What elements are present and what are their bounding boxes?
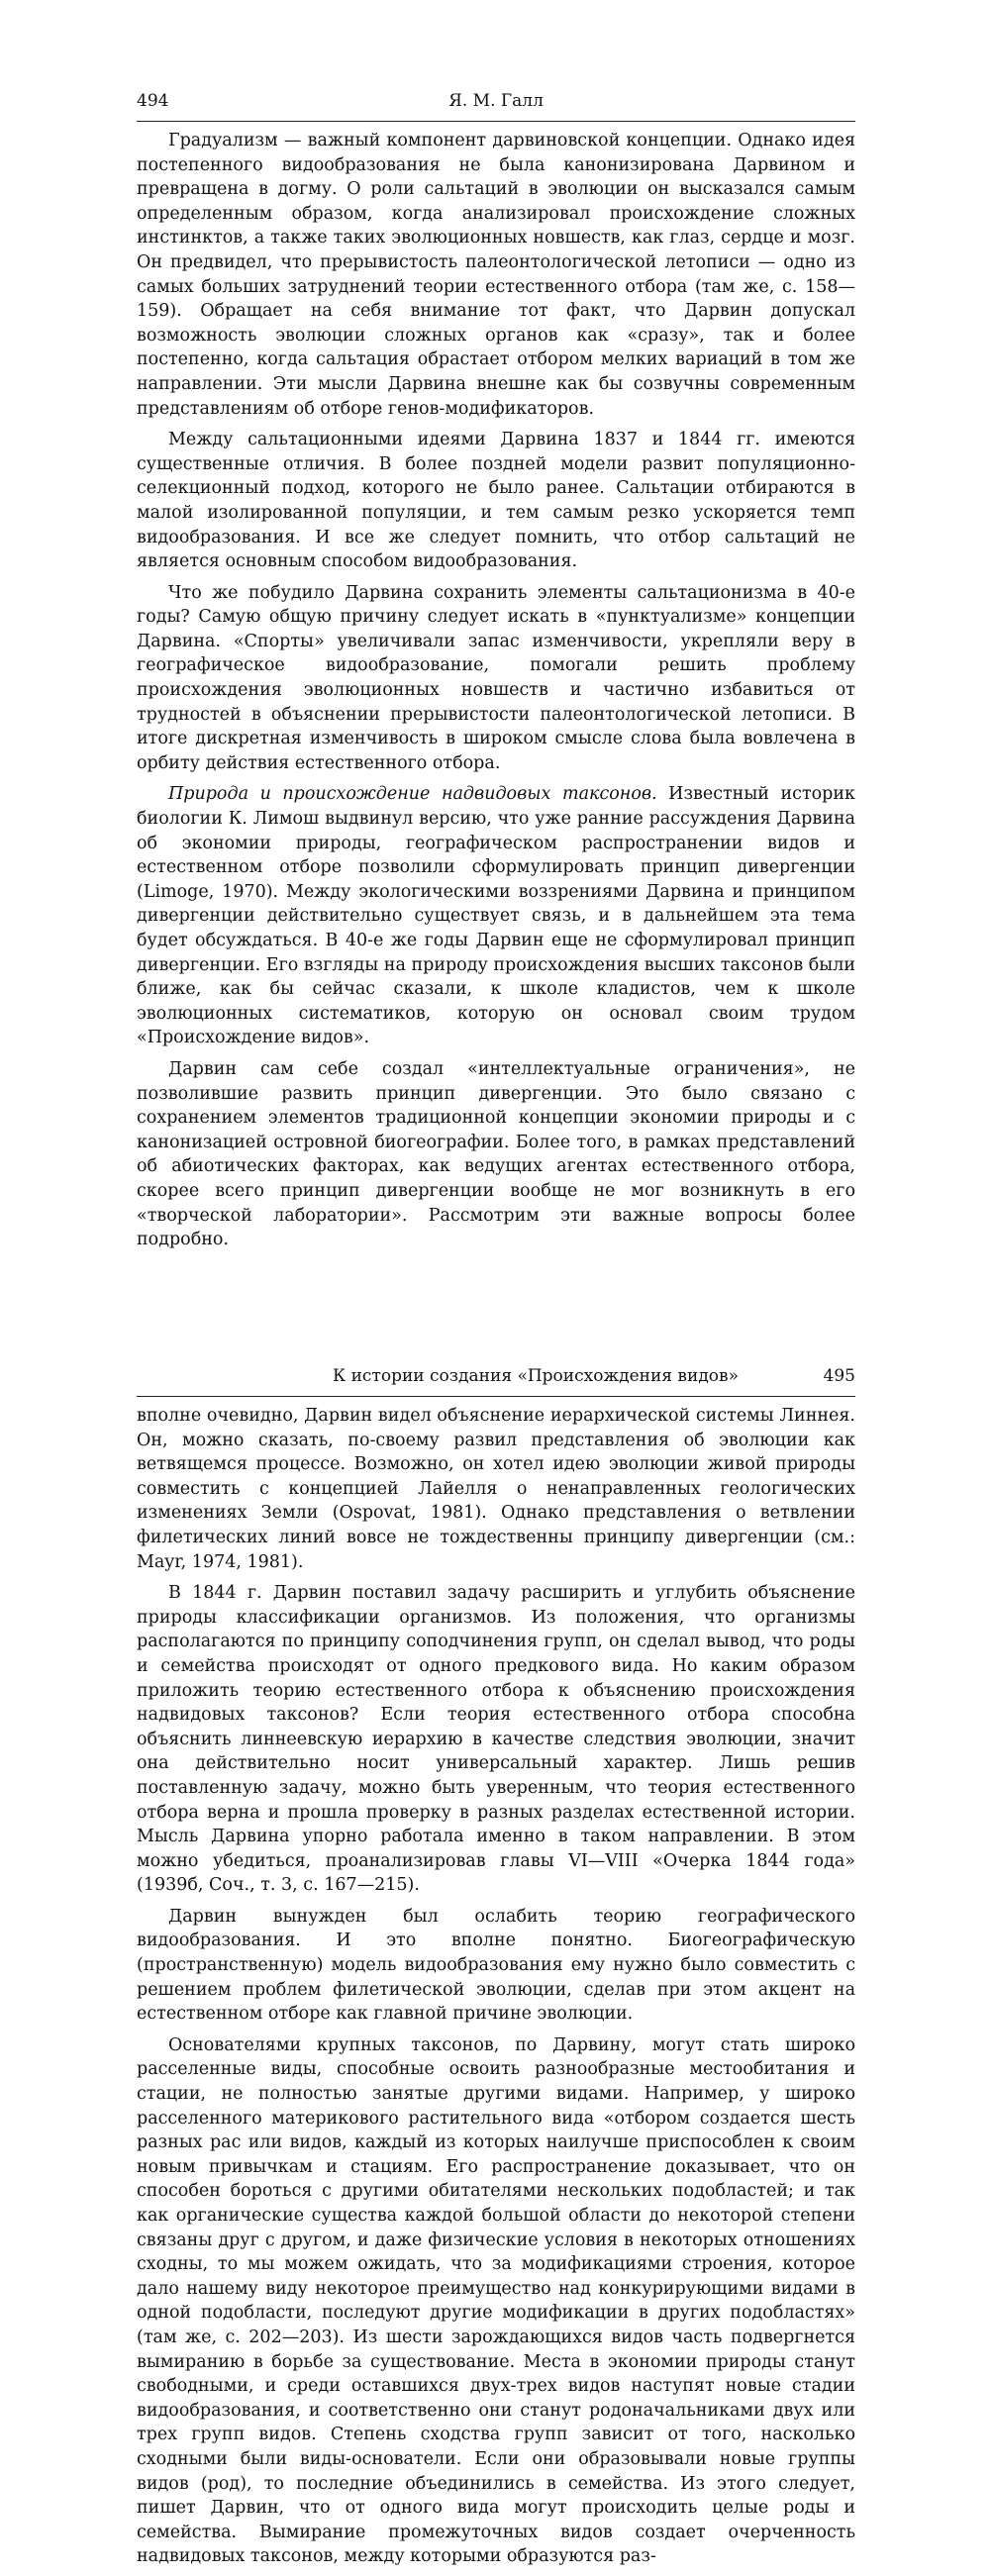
paragraph: В 1844 г. Дарвин поставил задачу расширить и углубить объяснение природы классификации организмов. Из положения, что организмы располагаются по принципу соподчинения групп, он сделал вывод, что роды и семейства происходят от одного предкового вида. Но каким образом приложить теорию естественного отбора к объяснению происхождения надвидовых таксонов? Если теория естественного отбора способна объяснить линнеевскую иерархию в качестве следствия эволюции, значит она действительно носит универсальный характер. Лишь решив поставленную задачу, можно быть уверенным, что теория естественного отбора верна и прошла проверку в разных разделах естественной истории. Мысль Дарвина упорно работала именно в таком направлении. В этом можно убедиться, проанализировав главы VI—VIII «Очерка 1844 года» (1939б, Соч., т. 3, с. 167—215). [137,1583,855,1896]
running-title: К истории создания «Происхождения видов» [333,1366,739,1386]
paragraph-with-italic-heading [137,782,855,1050]
running-title: Я. М. Галл [448,91,544,111]
paragraph: Дарвин вынужден был ослабить теорию географического видообразования. И это вполне понятно. Биогеографическую (пространственную) модель видообразования ему нужно было совместить с решением проблем филетической эволюции, сделав при этом акцент на естественном отборе как главной причине эволюции. [137,1906,855,2025]
body-text [137,129,855,1315]
page-494 [0,0,992,1257]
page-495 [0,1271,992,2567]
running-head [137,1362,855,1397]
running-head [137,87,855,122]
page-number: 494 [137,91,169,111]
section-run-in-heading: Природа и происхождение надвидовых таксонов. [168,784,657,805]
paragraph: Между сальтационными идеями Дарвина 1837 и 1844 гг. имеются существенные отличия. В более поздней модели развит популяционно-селекционный подход, которого не было ранее. Сальтации отбираются в малой изолированной популяции, и тем самым резко ускоряется темп видообразования. И все же следует помнить, что отбор сальтаций не является основным способом видообразования. [137,430,855,572]
body-text [137,1404,855,2576]
page-gap [0,1257,992,1271]
paragraph: Основателями крупных таксонов, по Дарвину, могут стать широко расселенные виды, способные освоить разнообразные местообитания и стации, не полностью занятые другими видами. Например, у широко расселенного материкового растительного вида «отбором создается шесть разных рас или видов, каждый из которых наилучше приспособлен к своим новым привычкам и стациям. Его распространение доказывает, что он способен бороться с другими обитателями нескольких подобластей; и так как органические существа каждой большой области до некоторой степени связаны друг с другом, и даже физические условия в некоторых отношениях сходны, то мы можем ожидать, что за модификациями строения, которое дало нашему виду некоторое преимущество над конкурирующими видами в одной подобласти, последуют другие модификации в других подобластях» (там же, с. 202—203). Из шести зарождающихся видов часть подвергнется вымиранию в борьбе за существование. Места в экономии природы станут свободными, и среди оставшихся двух-трех видов наступят новые стадии видообразования, и соответственно они станут родоначальниками двух или трех групп видов. Степень сходства групп зависит от того, насколько сходными были виды-основатели. Если они образовывали новые группы видов (род), то последние объединились в семейства. Из этого следует, пишет Дарвин, что от одного вида могут происходить целые роды и семейства. Вымирание промежуточных видов создает очерченность надвидовых таксонов, между которыми образуются раз- [137,2034,855,2567]
paragraph: Что же побудило Дарвина сохранить элементы сальтационизма в 40-е годы? Самую общую причину следует искать в «пунктуализме» концепции Дарвина. «Спорты» увеличивали запас изменчивости, укрепляли веру в географическое видообразование, помогали решить проблему происхождения эволюционных новшеств и частично избавиться от трудностей в объяснении прерывистости палеонтологической летописи. В итоге дискретная изменчивость в широком смысле слова была вовлечена в орбиту действия естественного отбора. [137,582,855,773]
paragraph: Дарвин сам себе создал «интеллектуальные ограничения», не позволившие развить принцип дивергенции. Это было связано с сохранением элементов традиционной концепции экономии природы и с канонизацией островной биогеографии. Более того, в рамках представлений об абиотических факторах, как ведущих агентах естественного отбора, скорее всего принцип дивергенции вообще не мог возникнуть в его «творческой лаборатории». Рассмотрим эти важные вопросы более подробно. [137,1058,855,1250]
paragraph-text: Известный историк биологии К. Лимош выдвинул версию, что уже ранние рассуждения Дарвина об экономии природы, географическом распространении видов и естественном отборе позволили сформулировать принцип дивергенции (Limoge, 1970). Между экологическими воззрениями Дарвина и принципом дивергенции действительно существует связь, и в дальнейшем эта тема будет обсуждаться. В 40-е же годы Дарвин еще не сформулировал принцип дивергенции. Его взгляды на природу происхождения высших таксонов были ближе, как бы сейчас сказали, к школе кладистов, чем к школе эволюционных систематиков, которую он основал своим трудом «Происхождение видов». [137,784,855,1048]
page-number: 495 [823,1366,855,1386]
paragraph: Градуализм — важный компонент дарвиновской концепции. Однако идея постепенного видообразования не была канонизирована Дарвином и превращена в догму. О роли сальтаций в эволюции он высказался самым определенным образом, когда анализировал происхождение сложных инстинктов, а также таких эволюционных новшеств, как глаз, сердце и мозг. Он предвидел, что прерывистость палеонтологической летописи — одно из самых больших затруднений теории естественного отбора (там же, с. 158—159). Обращает на себя внимание тот факт, что Дарвин допускал возможность эволюции сложных органов как «сразу», так и более постепенно, когда сальтация обрастает отбором мелких вариаций в том же направлении. Эти мысли Дарвина внешне как бы созвучны современным представлениям об отборе генов-модификаторов. [137,131,855,419]
paragraph-continued: вполне очевидно, Дарвин видел объяснение иерархической системы Линнея. Он, можно сказать, по-своему развил представления об эволюции как ветвящемся процессе. Возможно, он хотел идею эволюции живой природы совместить с концепцией Лайелля о ненаправленных геологических изменениях Земли (Ospovat, 1981). Однако представления о ветвлении филетических линий вовсе не тождественны принципу дивергенции (см.: Mayr, 1974, 1981). [137,1406,855,1572]
